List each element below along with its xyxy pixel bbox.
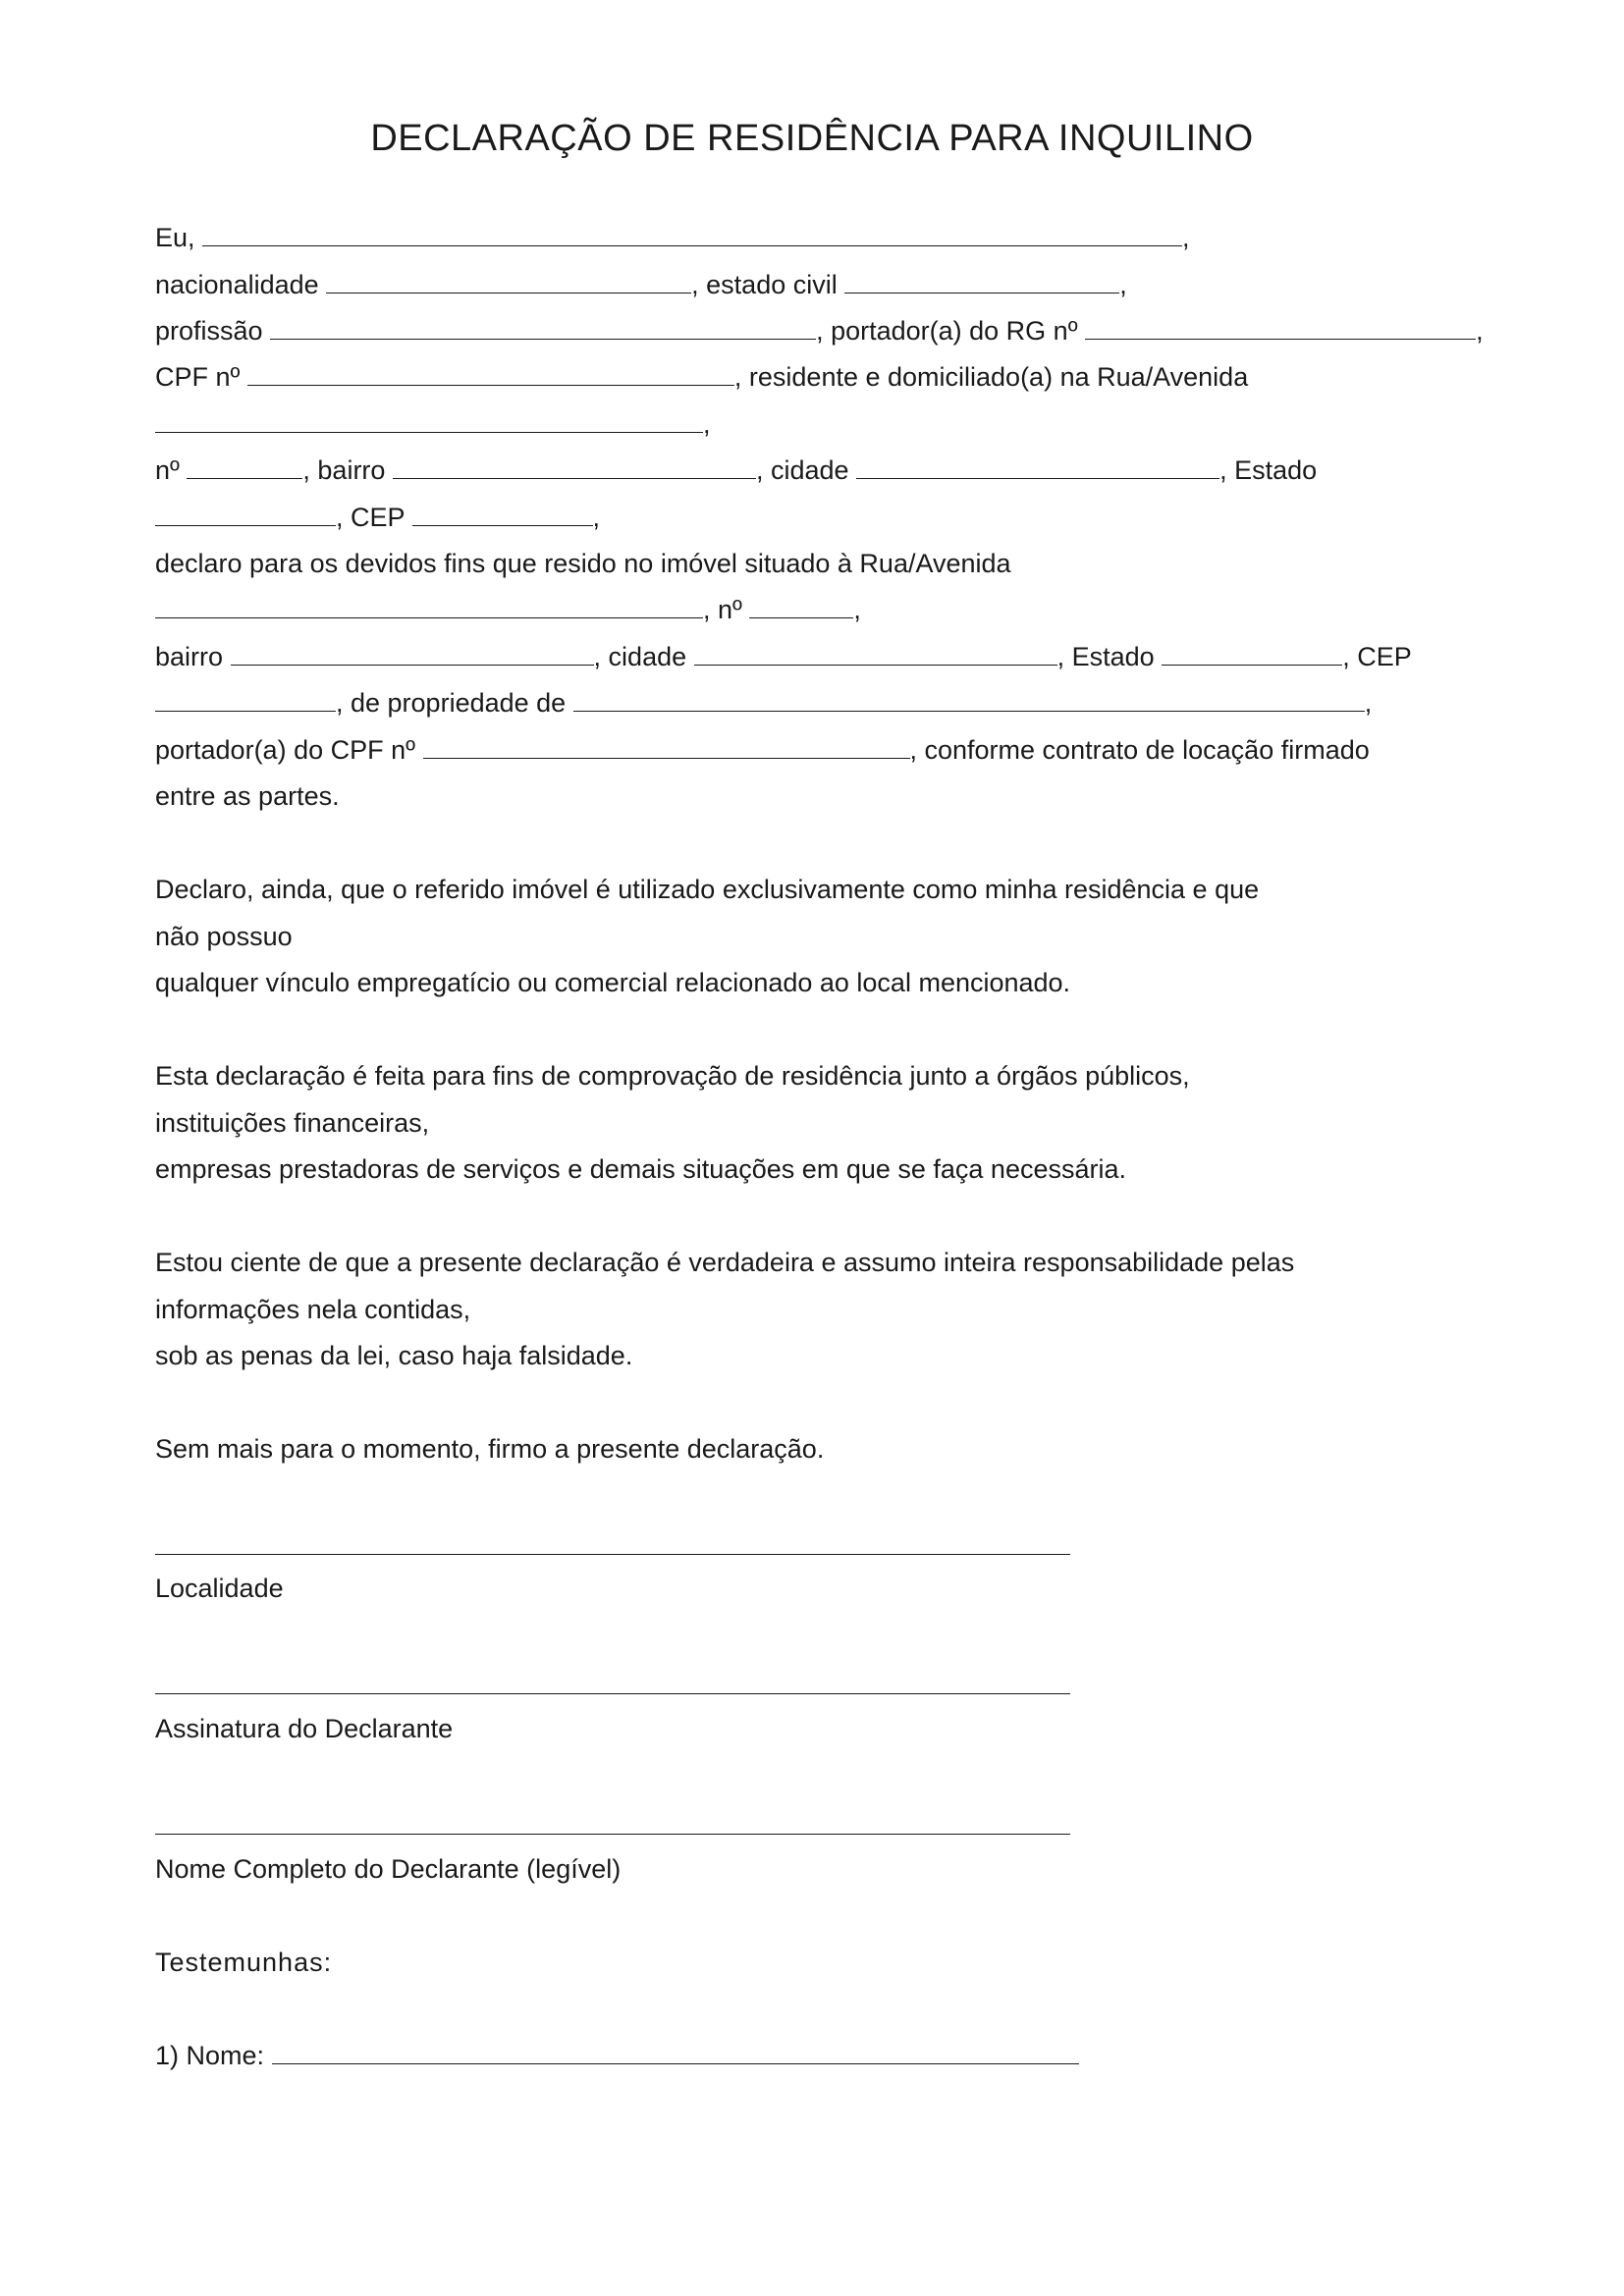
label-cep-imovel: , CEP	[1342, 642, 1412, 671]
label-nome-completo: Nome Completo do Declarante (legível)	[155, 1854, 622, 1884]
line-nacionalidade	[155, 267, 1127, 302]
label-conforme: , conforme contrato de locação firmado	[909, 735, 1370, 765]
blank-bairro-imovel[interactable]	[231, 645, 594, 666]
blank-rg[interactable]	[1085, 319, 1476, 340]
line-cpf	[155, 359, 1248, 395]
paragraph-2-line-3: empresas prestadoras de serviços e demais situações em que se faça necessária.	[155, 1154, 1126, 1184]
label-numero-imovel: , nº	[703, 595, 742, 624]
label-nacionalidade: nacionalidade	[155, 270, 319, 299]
comma: ,	[1182, 223, 1190, 252]
comma: ,	[703, 409, 711, 439]
label-cidade: , cidade	[755, 455, 849, 485]
label-cep: , CEP	[336, 503, 406, 532]
label-numero: nº	[155, 455, 180, 485]
label-assinatura: Assinatura do Declarante	[155, 1714, 454, 1743]
signature-line-nome-completo[interactable]	[155, 1834, 1070, 1835]
line-propriedade	[155, 685, 1372, 721]
paragraph-1-line-2: não possuo	[155, 922, 293, 951]
line-entre-partes	[155, 778, 340, 814]
blank-profissao[interactable]	[270, 319, 816, 340]
label-cpf: CPF nº	[155, 362, 241, 392]
line-testemunha-1	[155, 2038, 1079, 2073]
blank-cidade-imovel[interactable]	[694, 645, 1057, 666]
label-eu: Eu,	[155, 223, 195, 252]
label-propriedade: , de propriedade de	[336, 688, 567, 718]
blank-estado-imovel[interactable]	[1162, 645, 1342, 666]
comma: ,	[1119, 270, 1127, 299]
blank-cep[interactable]	[412, 506, 593, 526]
line-rua	[155, 406, 711, 442]
label-entre-partes: entre as partes.	[155, 781, 340, 811]
label-testemunhas: Testemunhas:	[155, 1948, 333, 1977]
blank-rua[interactable]	[155, 412, 703, 433]
blank-cep-imovel[interactable]	[155, 691, 336, 712]
label-bairro: , bairro	[302, 455, 386, 485]
blank-cpf-proprietario[interactable]	[423, 738, 910, 759]
paragraph-2-line-2: instituições financeiras,	[155, 1108, 430, 1138]
comma: ,	[1364, 688, 1373, 718]
line-eu	[155, 220, 1190, 255]
label-bairro-imovel: bairro	[155, 642, 224, 671]
line-numero-bairro	[155, 453, 1317, 488]
document-title: DECLARAÇÃO DE RESIDÊNCIA PARA INQUILINO	[370, 118, 1254, 159]
paragraph-3-line-2: informações nela contidas,	[155, 1295, 471, 1324]
blank-nome-testemunha-1[interactable]	[272, 2044, 1079, 2064]
blank-estado[interactable]	[155, 506, 336, 526]
blank-numero[interactable]	[187, 458, 302, 479]
label-portador-cpf: portador(a) do CPF nº	[155, 735, 415, 765]
line-bairro-imovel	[155, 639, 1412, 674]
comma: ,	[853, 595, 861, 624]
label-declaro: declaro para os devidos fins que resido no imóvel situado à Rua/Avenida	[155, 549, 1011, 578]
line-profissao	[155, 313, 1484, 348]
label-estado: , Estado	[1219, 455, 1318, 485]
comma: ,	[1476, 316, 1484, 346]
paragraph-4-line-1: Sem mais para o momento, firmo a presente declaração.	[155, 1434, 825, 1464]
label-cidade-imovel: , cidade	[593, 642, 687, 671]
label-estado-civil: , estado civil	[691, 270, 838, 299]
paragraph-3-line-1: Estou ciente de que a presente declaração é verdadeira e assumo inteira responsabilidade pelas	[155, 1248, 1295, 1277]
signature-line-assinatura[interactable]	[155, 1693, 1070, 1694]
label-residente: , residente e domiciliado(a) na Rua/Avenida	[733, 362, 1249, 392]
blank-bairro[interactable]	[393, 458, 756, 479]
blank-nacionalidade[interactable]	[326, 273, 691, 294]
blank-numero-imovel[interactable]	[749, 598, 853, 618]
line-rua-imovel	[155, 592, 861, 627]
blank-rua-imovel[interactable]	[155, 598, 703, 618]
paragraph-1-line-3: qualquer vínculo empregatício ou comercial relacionado ao local mencionado.	[155, 968, 1071, 997]
paragraph-1-line-1: Declaro, ainda, que o referido imóvel é utilizado exclusivamente como minha residência e que	[155, 875, 1260, 904]
label-nome-testemunha-1: 1) Nome:	[155, 2041, 265, 2070]
blank-cidade[interactable]	[856, 458, 1219, 479]
blank-proprietario[interactable]	[573, 691, 1365, 712]
blank-cpf[interactable]	[247, 365, 734, 386]
line-cpf-proprietario	[155, 732, 1370, 768]
paragraph-3-line-3: sob as penas da lei, caso haja falsidade.	[155, 1341, 633, 1370]
label-estado-imovel: , Estado	[1056, 642, 1155, 671]
paragraph-2-line-1: Esta declaração é feita para fins de comprovação de residência junto a órgãos públicos,	[155, 1061, 1190, 1091]
label-profissao: profissão	[155, 316, 263, 346]
blank-nome[interactable]	[202, 226, 1182, 246]
comma: ,	[592, 503, 601, 532]
label-portador-rg: , portador(a) do RG nº	[816, 316, 1078, 346]
line-declaro	[155, 546, 1011, 581]
label-localidade: Localidade	[155, 1574, 284, 1603]
line-estado-cep	[155, 500, 600, 535]
blank-estado-civil[interactable]	[844, 273, 1119, 294]
signature-line-localidade[interactable]	[155, 1554, 1070, 1555]
